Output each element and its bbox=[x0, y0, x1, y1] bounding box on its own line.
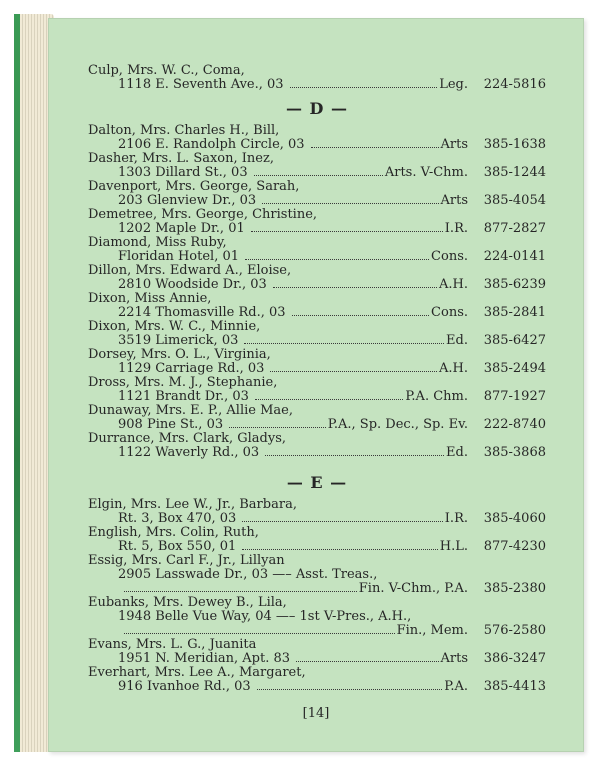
address-row bbox=[88, 418, 546, 432]
address-row bbox=[88, 680, 546, 694]
member-address: Rt. 3, Box 470, 03 bbox=[118, 511, 237, 526]
member-address: 1948 Belle Vue Way, 04 —– 1st V-Pres., A.H., bbox=[118, 609, 412, 624]
dot-leader bbox=[254, 175, 383, 176]
phone-number: 385-4413 bbox=[483, 679, 546, 694]
committee-role: Fin., Mem. bbox=[396, 623, 468, 638]
dot-leader bbox=[296, 661, 438, 662]
address-row bbox=[88, 540, 546, 554]
committee-role: Cons. bbox=[431, 305, 468, 320]
member-name: Dillon, Mrs. Edward A., Eloise, bbox=[88, 263, 292, 278]
phone-number: 385-2841 bbox=[483, 305, 546, 320]
committee-role: I.R. bbox=[444, 511, 468, 526]
address-row bbox=[88, 610, 546, 624]
member-name: Durrance, Mrs. Clark, Gladys, bbox=[88, 431, 287, 446]
phone-number: 224-5816 bbox=[483, 77, 546, 92]
member-address: 2214 Thomasville Rd., 03 bbox=[118, 305, 286, 320]
member-address: 2905 Lasswade Dr., 03 —– Asst. Treas., bbox=[118, 567, 378, 582]
phone-number: 576-2580 bbox=[483, 623, 546, 638]
member-address: 908 Pine St., 03 bbox=[118, 417, 224, 432]
committee-role: P.A. bbox=[444, 679, 468, 694]
address-row bbox=[88, 568, 546, 582]
committee-role: Ed. bbox=[446, 445, 468, 460]
address-row bbox=[88, 582, 546, 596]
directory-entry bbox=[88, 236, 546, 264]
dot-leader bbox=[251, 231, 443, 232]
committee-role: A.H. bbox=[439, 361, 468, 376]
entries-d bbox=[88, 124, 546, 460]
committee-role: Arts bbox=[440, 651, 468, 666]
member-address: 1118 E. Seventh Ave., 03 bbox=[118, 77, 284, 92]
dot-leader bbox=[257, 689, 443, 690]
directory-entry bbox=[88, 666, 546, 694]
directory-entry bbox=[88, 432, 546, 460]
member-address: 2810 Woodside Dr., 03 bbox=[118, 277, 267, 292]
member-address: 1121 Brandt Dr., 03 bbox=[118, 389, 249, 404]
directory-entry bbox=[88, 404, 546, 432]
directory-entry bbox=[88, 554, 546, 596]
address-row bbox=[88, 278, 546, 292]
committee-role: A.H. bbox=[439, 277, 468, 292]
address-row bbox=[88, 78, 546, 92]
directory-page bbox=[48, 18, 584, 752]
directory-entry bbox=[88, 638, 546, 666]
member-name: Everhart, Mrs. Lee A., Margaret, bbox=[88, 665, 306, 680]
directory-entry bbox=[88, 180, 546, 208]
address-row bbox=[88, 222, 546, 236]
member-address: 2106 E. Randolph Circle, 03 bbox=[118, 137, 305, 152]
directory-entry bbox=[88, 292, 546, 320]
committee-role: H.L. bbox=[439, 539, 468, 554]
member-address: 1951 N. Meridian, Apt. 83 bbox=[118, 651, 291, 666]
member-name: Diamond, Miss Ruby, bbox=[88, 235, 227, 250]
section-heading-d: — D — bbox=[285, 99, 348, 118]
directory-entry bbox=[88, 526, 546, 554]
member-address: 1303 Dillard St., 03 bbox=[118, 165, 248, 180]
address-row bbox=[88, 306, 546, 320]
directory-entry bbox=[88, 498, 546, 526]
committee-role: Leg. bbox=[439, 77, 468, 92]
phone-number: 877-2827 bbox=[483, 221, 546, 236]
directory-entry bbox=[88, 152, 546, 180]
member-name: Demetree, Mrs. George, Christine, bbox=[88, 207, 318, 222]
member-name: Dalton, Mrs. Charles H., Bill, bbox=[88, 123, 280, 138]
member-name: English, Mrs. Colin, Ruth, bbox=[88, 525, 259, 540]
member-name: Essig, Mrs. Carl F., Jr., Lillyan bbox=[88, 553, 285, 568]
dot-leader bbox=[311, 147, 439, 148]
member-address: Rt. 5, Box 550, 01 bbox=[118, 539, 237, 554]
committee-role: Cons. bbox=[431, 249, 468, 264]
phone-number: 385-2380 bbox=[483, 581, 546, 596]
phone-number: 385-4060 bbox=[483, 511, 546, 526]
committee-role: Fin. V-Chm., P.A. bbox=[358, 581, 468, 596]
address-row bbox=[88, 446, 546, 460]
address-row bbox=[88, 250, 546, 264]
dot-leader bbox=[290, 87, 438, 88]
directory-entry bbox=[88, 348, 546, 376]
dot-leader bbox=[124, 633, 395, 634]
member-address: 3519 Limerick, 03 bbox=[118, 333, 239, 348]
entries-e bbox=[88, 498, 546, 694]
address-row bbox=[88, 138, 546, 152]
phone-number: 385-6427 bbox=[483, 333, 546, 348]
dot-leader bbox=[265, 455, 444, 456]
member-name: Davenport, Mrs. George, Sarah, bbox=[88, 179, 300, 194]
member-address: 1122 Waverly Rd., 03 bbox=[118, 445, 260, 460]
dot-leader bbox=[245, 259, 429, 260]
dot-leader bbox=[270, 371, 437, 372]
member-name: Culp, Mrs. W. C., Coma, bbox=[88, 63, 245, 78]
member-address: 203 Glenview Dr., 03 bbox=[118, 193, 257, 208]
directory-entry bbox=[88, 320, 546, 348]
member-address: 1129 Carriage Rd., 03 bbox=[118, 361, 265, 376]
member-name: Elgin, Mrs. Lee W., Jr., Barbara, bbox=[88, 497, 297, 512]
dot-leader bbox=[262, 203, 438, 204]
directory-entry bbox=[88, 376, 546, 404]
entries-top bbox=[88, 64, 546, 92]
committee-role: Ed. bbox=[446, 333, 468, 348]
dot-leader bbox=[124, 591, 357, 592]
phone-number: 877-4230 bbox=[483, 539, 546, 554]
phone-number: 222-8740 bbox=[483, 417, 546, 432]
dot-leader bbox=[255, 399, 403, 400]
committee-role: Arts. V-Chm. bbox=[384, 165, 468, 180]
phone-number: 385-4054 bbox=[483, 193, 546, 208]
member-address: Floridan Hotel, 01 bbox=[118, 249, 239, 264]
committee-role: Arts bbox=[440, 137, 468, 152]
committee-role: Arts bbox=[440, 193, 468, 208]
directory-entry bbox=[88, 596, 546, 638]
dot-leader bbox=[242, 521, 443, 522]
address-row bbox=[88, 334, 546, 348]
directory-entry bbox=[88, 208, 546, 236]
address-row bbox=[88, 512, 546, 526]
phone-number: 224-0141 bbox=[483, 249, 546, 264]
member-name: Dasher, Mrs. L. Saxon, Inez, bbox=[88, 151, 274, 166]
committee-role: P.A., Sp. Dec., Sp. Ev. bbox=[327, 417, 468, 432]
member-name: Dixon, Miss Annie, bbox=[88, 291, 212, 306]
member-name: Dorsey, Mrs. O. L., Virginia, bbox=[88, 347, 271, 362]
member-name: Evans, Mrs. L. G., Juanita bbox=[88, 637, 257, 652]
dot-leader bbox=[229, 427, 326, 428]
committee-role: P.A. Chm. bbox=[405, 389, 468, 404]
member-name: Eubanks, Mrs. Dewey B., Lila, bbox=[88, 595, 287, 610]
page-number: [14] bbox=[302, 706, 330, 721]
dot-leader bbox=[244, 343, 444, 344]
phone-number: 385-2494 bbox=[483, 361, 546, 376]
committee-role: I.R. bbox=[444, 221, 468, 236]
phone-number: 385-3868 bbox=[483, 445, 546, 460]
address-row bbox=[88, 624, 546, 638]
directory-entry bbox=[88, 64, 546, 92]
phone-number: 385-1638 bbox=[483, 137, 546, 152]
directory-entry bbox=[88, 264, 546, 292]
address-row bbox=[88, 390, 546, 404]
directory-entry bbox=[88, 124, 546, 152]
directory-content bbox=[88, 64, 546, 694]
phone-number: 877-1927 bbox=[483, 389, 546, 404]
phone-number: 385-6239 bbox=[483, 277, 546, 292]
member-name: Dunaway, Mrs. E. P., Allie Mae, bbox=[88, 403, 293, 418]
address-row bbox=[88, 362, 546, 376]
member-address: 916 Ivanhoe Rd., 03 bbox=[118, 679, 251, 694]
section-heading-e: — E — bbox=[286, 473, 348, 492]
phone-number: 385-1244 bbox=[483, 165, 546, 180]
address-row bbox=[88, 166, 546, 180]
address-row bbox=[88, 652, 546, 666]
member-name: Dixon, Mrs. W. C., Minnie, bbox=[88, 319, 261, 334]
dot-leader bbox=[292, 315, 430, 316]
address-row bbox=[88, 194, 546, 208]
member-name: Dross, Mrs. M. J., Stephanie, bbox=[88, 375, 278, 390]
dot-leader bbox=[242, 549, 437, 550]
dot-leader bbox=[273, 287, 437, 288]
phone-number: 386-3247 bbox=[483, 651, 546, 666]
member-address: 1202 Maple Dr., 01 bbox=[118, 221, 245, 236]
